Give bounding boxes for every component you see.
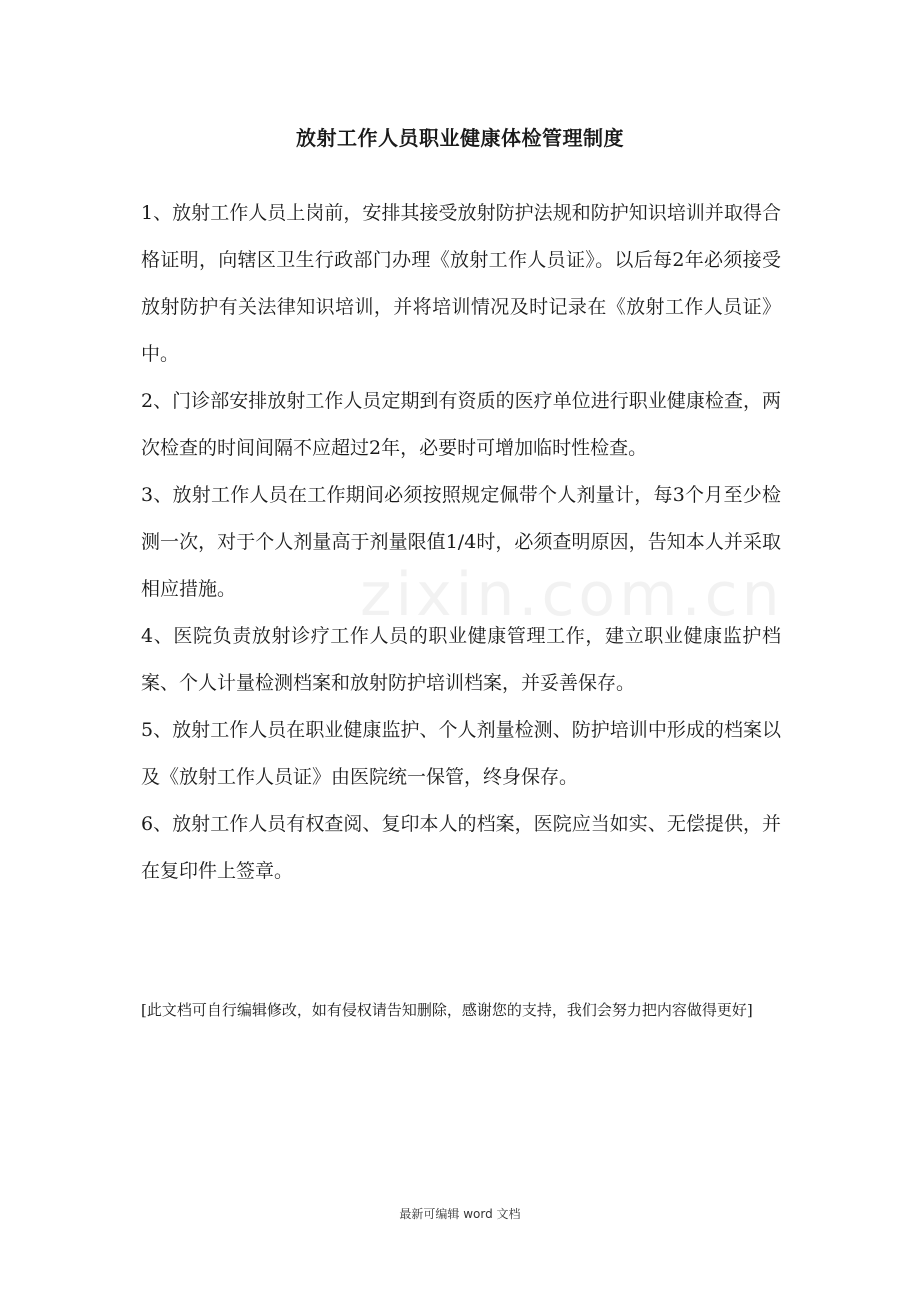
document-body (141, 190, 781, 895)
paragraph-4: 4、医院负责放射诊疗工作人员的职业健康管理工作，建立职业健康监护档案、个人计量检测档案和放射防护培训档案，并妥善保存。 (141, 625, 781, 694)
page-footer: 最新可编辑 word 文档 (399, 1207, 521, 1221)
paragraph-3: 3、放射工作人员在工作期间必须按照规定佩带个人剂量计，每3个月至少检测一次，对于个人剂量高于剂量限值1/4时，必须查明原因，告知本人并采取相应措施。 (141, 484, 781, 600)
paragraph-5: 5、放射工作人员在职业健康监护、个人剂量检测、防护培训中形成的档案以及《放射工作人员证》由医院统一保管，终身保存。 (141, 719, 781, 788)
edit-note: [此文档可自行编辑修改，如有侵权请告知删除，感谢您的支持，我们会努力把内容做得更好] (141, 1001, 753, 1019)
watermark: zixin.com.cn (360, 560, 784, 630)
paragraph-2: 2、门诊部安排放射工作人员定期到有资质的医疗单位进行职业健康检查，两次检查的时间间隔不应超过2年，必要时可增加临时性检查。 (141, 390, 781, 459)
document-title: 放射工作人员职业健康体检管理制度 (296, 126, 624, 150)
paragraph-6: 6、放射工作人员有权查阅、复印本人的档案，医院应当如实、无偿提供，并在复印件上签章。 (141, 813, 781, 882)
paragraph-1: 1、放射工作人员上岗前，安排其接受放射防护法规和防护知识培训并取得合格证明，向辖区卫生行政部门办理《放射工作人员证》。以后每2年必须接受放射防护有关法律知识培训，并将培训情况及时记录在《放射工作人员证》中。 (141, 202, 781, 365)
